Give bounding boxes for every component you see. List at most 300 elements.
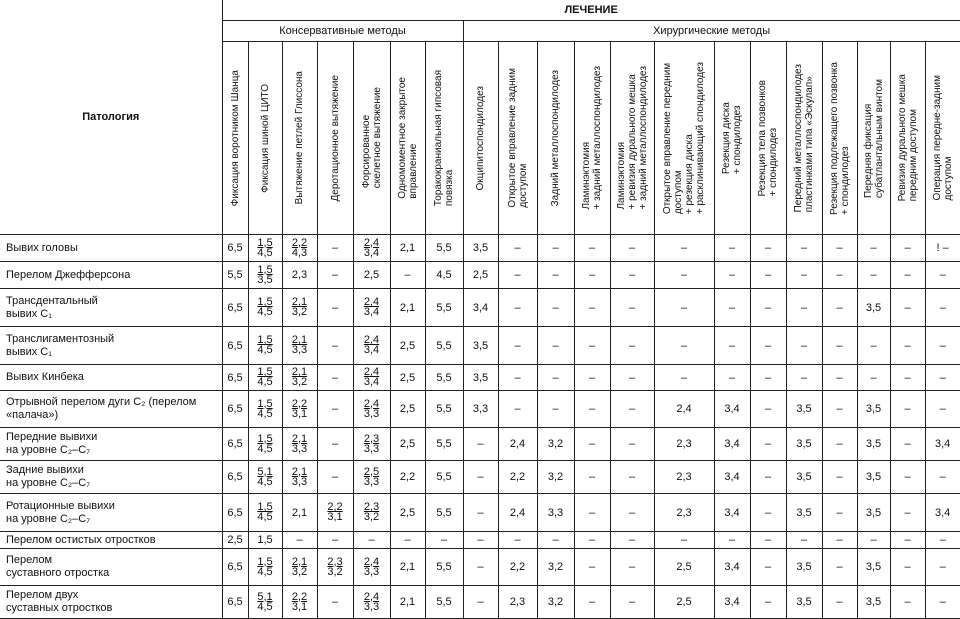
table-cell: 3,2: [537, 428, 574, 461]
table-cell: –: [574, 549, 610, 586]
table-cell: –: [925, 532, 960, 549]
table-cell: 6,5: [222, 428, 248, 461]
table-cell: –: [890, 549, 925, 586]
table-cell: –: [786, 289, 822, 327]
table-cell: –: [750, 461, 786, 494]
fraction-value: $\frac{2,4}{3,4}$: [363, 334, 380, 356]
table-cell: 3,5: [857, 549, 890, 586]
table-row: [0, 327, 960, 365]
fraction-value: $\frac{2,1}{3,3}$: [291, 465, 308, 488]
column-header-label: Ламинэктомия + задний металлоспондилодез: [581, 66, 603, 210]
fraction-value: $\frac{1,5}{4,5}$: [257, 334, 273, 356]
fraction-value: $\frac{2,1}{3,3}$: [291, 334, 308, 356]
table-cell: 5,5: [425, 365, 463, 391]
table-cell: –: [822, 532, 857, 549]
table-cell: 3,4: [463, 289, 498, 327]
table-cell: 2,5: [463, 262, 498, 289]
table-cell: –: [714, 235, 750, 262]
table-cell: [248, 586, 282, 619]
table-cell: –: [786, 262, 822, 289]
column-header: [282, 42, 317, 235]
table-cell: 2,4: [654, 391, 714, 428]
fraction-value: $\frac{2,1}{3,2}$: [291, 366, 308, 388]
table-cell: 3,4: [925, 428, 960, 461]
fraction-value: $\frac{2,4}{3,3}$: [363, 590, 380, 613]
table-cell: 3,5: [786, 549, 822, 586]
table-cell: –: [574, 289, 610, 327]
table-cell: [248, 461, 282, 494]
column-header: [390, 42, 425, 235]
table-cell: 2,5: [353, 262, 390, 289]
pathology-name: Перелом Джефферсона: [0, 262, 222, 289]
table-row: [0, 289, 960, 327]
table-cell: [353, 494, 390, 532]
table-cell: –: [890, 494, 925, 532]
table-cell: –: [610, 391, 654, 428]
table-row: [0, 461, 960, 494]
table-cell: –: [750, 428, 786, 461]
table-cell: 6,5: [222, 391, 248, 428]
table-cell: –: [890, 391, 925, 428]
column-header: [857, 42, 890, 235]
pathology-name: Перелом двух суставных отростков: [0, 586, 222, 619]
table-cell: –: [574, 235, 610, 262]
fraction-value: $\frac{2,4}{3,4}$: [363, 296, 380, 318]
table-cell: –: [574, 494, 610, 532]
table-cell: –: [498, 391, 537, 428]
table-cell: [282, 391, 317, 428]
column-header-label: Резекция подлежащего позвонка + спондилодез: [828, 61, 851, 215]
table-cell: 4,5: [425, 262, 463, 289]
table-cell: –: [857, 327, 890, 365]
table-cell: [282, 289, 317, 327]
table-cell: 3,5: [463, 327, 498, 365]
table-row: [0, 262, 960, 289]
fraction-value: $\frac{2,1}{3,2}$: [291, 555, 308, 578]
table-cell: [353, 235, 390, 262]
table-cell: [353, 586, 390, 619]
table-cell: –: [925, 289, 960, 327]
table-cell: –: [317, 365, 353, 391]
table-cell: –: [890, 289, 925, 327]
table-cell: 5,5: [425, 494, 463, 532]
table-cell: –: [537, 391, 574, 428]
table-cell: 3,5: [857, 461, 890, 494]
fraction-value: $\frac{1,5}{3,5}$: [257, 263, 273, 286]
fraction-value: $\frac{5,1}{4,5}$: [257, 465, 273, 488]
table-cell: –: [750, 549, 786, 586]
table-cell: [353, 289, 390, 327]
table-cell: –: [498, 365, 537, 391]
table-cell: [282, 549, 317, 586]
table-cell: –: [610, 494, 654, 532]
table-cell: –: [786, 532, 822, 549]
table-cell: –: [498, 235, 537, 262]
table-cell: [353, 391, 390, 428]
table-cell: –: [822, 365, 857, 391]
table-row: [0, 235, 960, 262]
fraction-value: $\frac{2,3}{3,2}$: [327, 555, 343, 578]
table-cell: 5,5: [425, 549, 463, 586]
table-cell: –: [390, 262, 425, 289]
column-header-label: Вытяжение петлей Глиссона: [294, 71, 305, 205]
table-cell: –: [750, 327, 786, 365]
table-cell: 3,5: [463, 365, 498, 391]
table-cell: 5,5: [425, 461, 463, 494]
column-header: [654, 42, 714, 235]
table-cell: –: [610, 532, 654, 549]
table-cell: –: [822, 586, 857, 619]
table-cell: –: [537, 365, 574, 391]
table-cell: [248, 235, 282, 262]
table-cell: 3,5: [786, 494, 822, 532]
table-cell: –: [890, 428, 925, 461]
table-cell: [248, 289, 282, 327]
table-cell: 2,1: [390, 586, 425, 619]
table-cell: 6,5: [222, 461, 248, 494]
table-cell: –: [714, 262, 750, 289]
fraction-value: $\frac{2,2}{3,1}$: [291, 397, 308, 420]
table-cell: 3,4: [714, 391, 750, 428]
table-cell: [282, 327, 317, 365]
table-cell: –: [463, 532, 498, 549]
table-cell: [248, 494, 282, 532]
fraction-value: $\frac{2,3}{3,3}$: [363, 432, 380, 455]
table-cell: –: [890, 532, 925, 549]
table-cell: 5,5: [425, 289, 463, 327]
fraction-value: $\frac{2,1}{3,3}$: [291, 432, 308, 455]
table-cell: –: [610, 327, 654, 365]
table-row: [0, 494, 960, 532]
table-cell: 3,4: [714, 428, 750, 461]
column-header-label: Задний металлоспондилодез: [550, 69, 561, 207]
table-cell: [248, 391, 282, 428]
table-cell: 2,1: [390, 235, 425, 262]
table-cell: –: [317, 428, 353, 461]
fraction-value: $\frac{1,5}{4,5}$: [257, 432, 273, 455]
table-cell: –: [610, 262, 654, 289]
table-cell: 6,5: [222, 289, 248, 327]
table-cell: 2,3: [654, 428, 714, 461]
fraction-value: $\frac{1,5}{4,5}$: [257, 555, 273, 578]
table-cell: [248, 327, 282, 365]
pathology-name: Отрывной перелом дуги C₂ (перелом «палача»): [0, 391, 222, 428]
table-cell: –: [654, 327, 714, 365]
table-cell: –: [890, 235, 925, 262]
fraction-value: $\frac{1,5}{4,5}$: [257, 501, 273, 523]
table-cell: –: [714, 365, 750, 391]
table-cell: –: [574, 327, 610, 365]
fraction-value: $\frac{2,2}{3,1}$: [291, 590, 308, 613]
table-cell: –: [537, 235, 574, 262]
table-cell: 5,5: [425, 235, 463, 262]
table-cell: –: [857, 235, 890, 262]
fraction-value: $\frac{2,4}{3,3}$: [363, 555, 380, 578]
table-cell: –: [750, 532, 786, 549]
table-cell: –: [654, 365, 714, 391]
table-cell: ! –: [925, 235, 960, 262]
table-cell: –: [786, 365, 822, 391]
table-row: [0, 365, 960, 391]
table-row: [0, 549, 960, 586]
column-header-label: Одномоментное закрытое вправление: [396, 77, 419, 199]
table-cell: 3,5: [857, 289, 890, 327]
table-cell: –: [537, 327, 574, 365]
column-header-label: Передний металлоспондилодез пластинками типа «Эскулап»: [793, 63, 815, 213]
table-cell: 3,4: [714, 461, 750, 494]
table-cell: –: [574, 428, 610, 461]
table-cell: 3,4: [714, 549, 750, 586]
table-cell: –: [857, 262, 890, 289]
table-cell: 3,3: [463, 391, 498, 428]
fraction-value: $\frac{2,1}{3,2}$: [291, 296, 308, 318]
table-cell: –: [317, 461, 353, 494]
table-cell: –: [317, 262, 353, 289]
table-cell: 3,5: [857, 494, 890, 532]
pathology-name: Перелом суставного отростка: [0, 549, 222, 586]
table-cell: 6,5: [222, 365, 248, 391]
table-cell: –: [654, 235, 714, 262]
pathology-name: Передние вывихи на уровне C₂–C₇: [0, 428, 222, 461]
table-cell: [317, 494, 353, 532]
fraction-value: $\frac{2,4}{3,4}$: [363, 366, 380, 388]
table-cell: 6,5: [222, 327, 248, 365]
table-cell: [282, 586, 317, 619]
table-cell: 2,2: [498, 461, 537, 494]
table-cell: [248, 365, 282, 391]
table-cell: –: [714, 289, 750, 327]
table-cell: 5,5: [425, 327, 463, 365]
fraction-value: $\frac{2,5}{3,3}$: [363, 465, 380, 488]
table-cell: 5,5: [425, 391, 463, 428]
table-cell: –: [574, 365, 610, 391]
table-cell: –: [750, 262, 786, 289]
table-cell: [353, 549, 390, 586]
column-header-label: Ревизия дурального мешка передним доступом: [896, 74, 919, 202]
column-header: [786, 42, 822, 235]
table-cell: 2,4: [498, 494, 537, 532]
table-cell: –: [610, 365, 654, 391]
table-cell: –: [714, 327, 750, 365]
table-cell: 6,5: [222, 549, 248, 586]
table-cell: –: [822, 262, 857, 289]
fraction-value: $\frac{1,5}{4,5}$: [257, 366, 273, 388]
table-cell: –: [890, 586, 925, 619]
column-header: [248, 42, 282, 235]
pathology-name: Трансдентальный вывих C₁: [0, 289, 222, 327]
table-cell: –: [786, 327, 822, 365]
table-cell: 2,5: [390, 365, 425, 391]
column-header-label: Операция передне-задним доступом: [931, 75, 954, 201]
table-cell: –: [786, 235, 822, 262]
table-cell: –: [537, 262, 574, 289]
table-cell: –: [857, 365, 890, 391]
table-cell: –: [610, 461, 654, 494]
table-cell: 3,5: [857, 428, 890, 461]
table-cell: –: [925, 262, 960, 289]
table-cell: –: [750, 586, 786, 619]
table-cell: 2,3: [654, 494, 714, 532]
column-header: [537, 42, 574, 235]
table-cell: –: [425, 532, 463, 549]
column-header: [610, 42, 654, 235]
table-cell: [353, 461, 390, 494]
table-cell: 3,5: [786, 586, 822, 619]
table-cell: 2,1: [390, 549, 425, 586]
table-cell: –: [498, 289, 537, 327]
table-cell: 2,5: [390, 494, 425, 532]
table-cell: 2,3: [282, 262, 317, 289]
fraction-value: $\frac{5,1}{4,5}$: [257, 590, 273, 613]
table-cell: 5,5: [425, 586, 463, 619]
conservative-group-header: Консервативные методы: [222, 21, 463, 42]
table-cell: –: [925, 365, 960, 391]
column-header-label: Открытое вправление задним доступом: [506, 68, 529, 208]
table-cell: –: [317, 289, 353, 327]
table-row: [0, 532, 960, 549]
table-cell: –: [890, 262, 925, 289]
table-cell: –: [714, 532, 750, 549]
table-cell: –: [654, 262, 714, 289]
table-cell: 2,3: [654, 461, 714, 494]
table-cell: 2,2: [498, 549, 537, 586]
fraction-value: $\frac{2,2}{3,1}$: [327, 501, 343, 523]
table-cell: –: [537, 289, 574, 327]
table-cell: 2,2: [390, 461, 425, 494]
column-header: [574, 42, 610, 235]
fraction-value: $\frac{2,2}{4,3}$: [291, 236, 308, 259]
table-cell: –: [654, 289, 714, 327]
table-cell: –: [574, 461, 610, 494]
table-cell: –: [890, 461, 925, 494]
table-cell: –: [610, 289, 654, 327]
table-cell: –: [317, 327, 353, 365]
table-cell: –: [463, 428, 498, 461]
table-cell: –: [750, 391, 786, 428]
table-cell: [248, 262, 282, 289]
table-cell: –: [353, 532, 390, 549]
table-cell: [282, 365, 317, 391]
table-cell: 1,5: [248, 532, 282, 549]
table-cell: –: [610, 549, 654, 586]
table-cell: [353, 428, 390, 461]
table-cell: –: [498, 532, 537, 549]
table-cell: –: [750, 494, 786, 532]
table-cell: [317, 549, 353, 586]
column-header-label: Передняя фиксация субатлантальным винтом: [862, 78, 885, 198]
table-cell: –: [317, 391, 353, 428]
table-cell: –: [654, 532, 714, 549]
pathology-name: Задние вывихи на уровне C₂–C₇: [0, 461, 222, 494]
pathology-name: Перелом остистых отростков: [0, 532, 222, 549]
table-cell: 6,5: [222, 586, 248, 619]
column-header-label: Резекция тела позвонков + спондилодез: [757, 79, 779, 197]
table-cell: –: [750, 365, 786, 391]
table-cell: –: [498, 327, 537, 365]
column-header-label: Открытое вправление передним доступом + резекция диска + расклинивающий спондилодез: [662, 61, 706, 215]
table-cell: 2,4: [498, 428, 537, 461]
table-cell: 3,5: [786, 461, 822, 494]
table-cell: 3,4: [714, 494, 750, 532]
table-cell: –: [610, 586, 654, 619]
table-cell: 2,5: [654, 586, 714, 619]
table-cell: –: [463, 494, 498, 532]
table-cell: –: [610, 428, 654, 461]
table-cell: –: [317, 532, 353, 549]
table-cell: 3,4: [714, 586, 750, 619]
fraction-value: $\frac{1,5}{4,5}$: [257, 236, 273, 259]
column-header: [498, 42, 537, 235]
pathology-name: Вывих головы: [0, 235, 222, 262]
column-header: [714, 42, 750, 235]
column-header: [353, 42, 390, 235]
pathology-name: Транслигаментозный вывих C₁: [0, 327, 222, 365]
column-header: [463, 42, 498, 235]
table-cell: –: [574, 391, 610, 428]
table-cell: [282, 235, 317, 262]
table-cell: –: [925, 461, 960, 494]
table-cell: –: [750, 235, 786, 262]
table-cell: –: [822, 289, 857, 327]
table-cell: –: [822, 235, 857, 262]
table-cell: –: [822, 327, 857, 365]
table-cell: [248, 428, 282, 461]
table-cell: –: [574, 262, 610, 289]
table-row: [0, 428, 960, 461]
column-header-label: Окципитоспондилодез: [475, 85, 486, 191]
fraction-value: $\frac{2,4}{3,4}$: [363, 236, 380, 259]
column-header-label: Торакокраниальная гипсовая повязка: [433, 69, 455, 207]
table-cell: 2,1: [282, 494, 317, 532]
table-cell: –: [822, 494, 857, 532]
column-header: [317, 42, 353, 235]
column-header-label: Резекция диска + спондилодез: [721, 101, 743, 175]
column-header: [822, 42, 857, 235]
table-cell: –: [925, 586, 960, 619]
pathology-name: Вывих Кинбека: [0, 365, 222, 391]
table-cell: –: [925, 549, 960, 586]
column-header: [925, 42, 960, 235]
table-cell: –: [925, 391, 960, 428]
table-cell: 3,2: [537, 549, 574, 586]
table-cell: 3,5: [857, 586, 890, 619]
pathology-name: Ротационные вывихи на уровне C₂–C₇: [0, 494, 222, 532]
table-cell: –: [390, 532, 425, 549]
table-cell: –: [282, 532, 317, 549]
table-cell: –: [857, 532, 890, 549]
table-cell: 3,5: [786, 391, 822, 428]
table-cell: [353, 327, 390, 365]
table-cell: –: [463, 586, 498, 619]
table-cell: –: [463, 549, 498, 586]
table-cell: –: [574, 532, 610, 549]
table-row: [0, 586, 960, 619]
table-cell: 3,5: [786, 428, 822, 461]
table-cell: –: [822, 391, 857, 428]
table-cell: –: [610, 235, 654, 262]
table-cell: –: [317, 586, 353, 619]
table-cell: 3,2: [537, 461, 574, 494]
table-cell: 2,5: [654, 549, 714, 586]
table-cell: 3,5: [857, 391, 890, 428]
table-cell: 5,5: [222, 262, 248, 289]
table-cell: 6,5: [222, 235, 248, 262]
fraction-value: $\frac{1,5}{4,5}$: [257, 397, 273, 420]
table-cell: 3,4: [925, 494, 960, 532]
column-header: [425, 42, 463, 235]
column-header-label: Ламинэктомия + ревизия дурального мешка + задний металлоспондилодез: [615, 66, 649, 210]
pathology-header: Патология: [0, 0, 222, 235]
